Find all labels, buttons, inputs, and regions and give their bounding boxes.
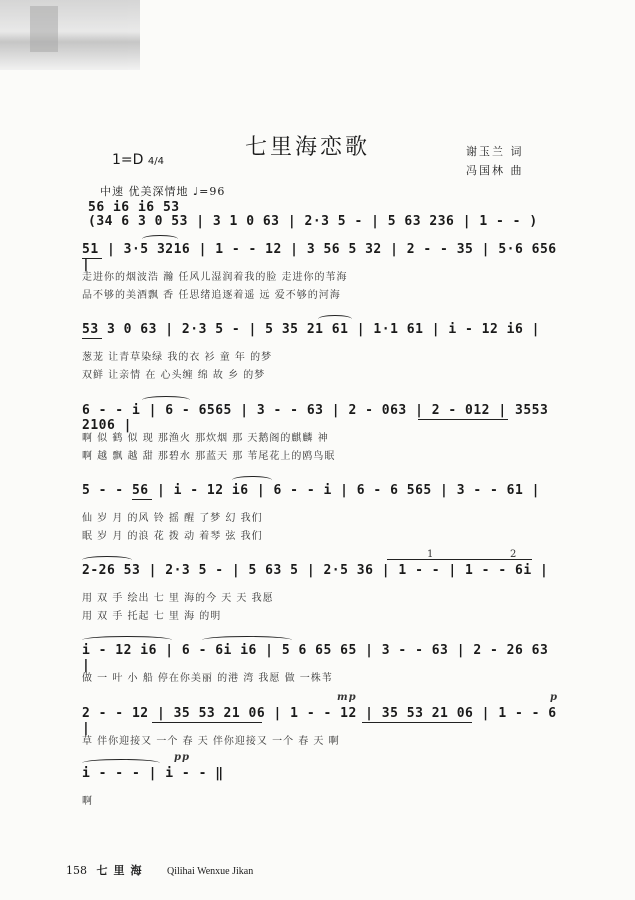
- key-signature: 1=D 4/4: [112, 152, 164, 168]
- volta-second-label: 2: [510, 549, 518, 560]
- lyric-line-2: 品不够的美酒飘 香 任思绪追逐着遥 远 爱不够的河海: [82, 290, 341, 301]
- dynamic-pp: pp: [174, 752, 190, 763]
- magazine-name-cn: 七里海: [96, 864, 148, 877]
- page-number: 158: [66, 864, 87, 877]
- volta-first-label: 1: [427, 549, 435, 560]
- lyric-line-1: 做 一 叶 小 船 停在你美丽 的港 湾 我愿 做 一株苇: [82, 673, 333, 684]
- notes-line: 51 | 3·5 3216 | 1 - - 12 | 3 56 5 32 | 2 - - 35 | 5·6 656 |: [82, 242, 557, 272]
- page-footer: [66, 862, 253, 878]
- notes-line: 6 - - i | 6 - 6565 | 3 - - 63 | 2 - 063 | 2 - 012 | 3553 2106 |: [82, 403, 549, 433]
- lyric-line-1: 葱茏 让青草染绿 我的衣 衫 童 年 的梦: [82, 352, 273, 363]
- composer-credit: 冯国林 曲: [466, 164, 524, 177]
- intro-lower-voice: (34 6 3 0 53 | 3 1 0 63 | 2·3 5 - | 5 63 236 | 1 - - ): [88, 214, 538, 229]
- notes-line: 2 - - 12 | 35 53 21 06 | 1 - - 12 | 35 53 21 06 | 1 - - 6 |: [82, 706, 557, 736]
- dynamic-p: p: [550, 692, 558, 703]
- lyricist-credit: 谢玉兰 词: [466, 145, 524, 158]
- notes-line: i - - - | i - - ‖: [82, 766, 224, 781]
- intro-upper-voice: 56 i6 i6 53: [88, 200, 180, 215]
- magazine-name-en: Qilihai Wenxue Jikan: [167, 866, 254, 877]
- lyric-line-1: 走进你的烟波浩 瀚 任风儿湿润着我的脸 走进你的苇海: [82, 272, 348, 283]
- notes-line: 53 3 0 63 | 2·3 5 - | 5 35 21 61 | 1·1 61 | i - 12 i6 |: [82, 322, 540, 337]
- lyric-line-1: 仙 岁 月 的风 铃 摇 醒 了梦 幻 我们: [82, 513, 263, 524]
- lyric-line-2: 啊 越 飘 越 甜 那碧水 那蓝天 那 苇尾花上的鸥鸟眠: [82, 451, 336, 462]
- song-title: 七里海恋歌: [245, 135, 371, 160]
- lyric-line-1: 用 双 手 绘出 七 里 海的今 天 天 我愿: [82, 593, 274, 604]
- notes-line: 5 - - 56 | i - 12 i6 | 6 - - i | 6 - 6 565 | 3 - - 61 |: [82, 483, 540, 498]
- notes-line: i - 12 i6 | 6 - 6i i6 | 5 6 65 65 | 3 - - 63 | 2 - 26 63 |: [82, 643, 549, 673]
- tempo-marking: 中速 优美深情地 ♩=96: [100, 185, 226, 198]
- dynamic-mp: mp: [337, 692, 357, 703]
- lyric-line-2: 眠 岁 月 的浪 花 拨 动 着琴 弦 我们: [82, 531, 263, 542]
- notes-line: 2-26 53 | 2·3 5 - | 5 63 5 | 2·5 36 | 1 - - | 1 - - 6i |: [82, 563, 549, 578]
- lyric-line-2: 用 双 手 托起 七 里 海 的明: [82, 611, 222, 622]
- lyric-line-1: 啊: [82, 796, 93, 807]
- lyric-line-2: 双鲜 让亲情 在 心头缠 绵 故 乡 的梦: [82, 370, 266, 381]
- lyric-line-1: 啊 似 鹤 似 现 那渔火 那炊烟 那 天鹅阁的麒麟 神: [82, 433, 329, 444]
- lyric-line-1: 草 伴你迎接又 一个 春 天 伴你迎接又 一个 春 天 啊: [82, 736, 340, 747]
- corner-photo: [0, 0, 140, 70]
